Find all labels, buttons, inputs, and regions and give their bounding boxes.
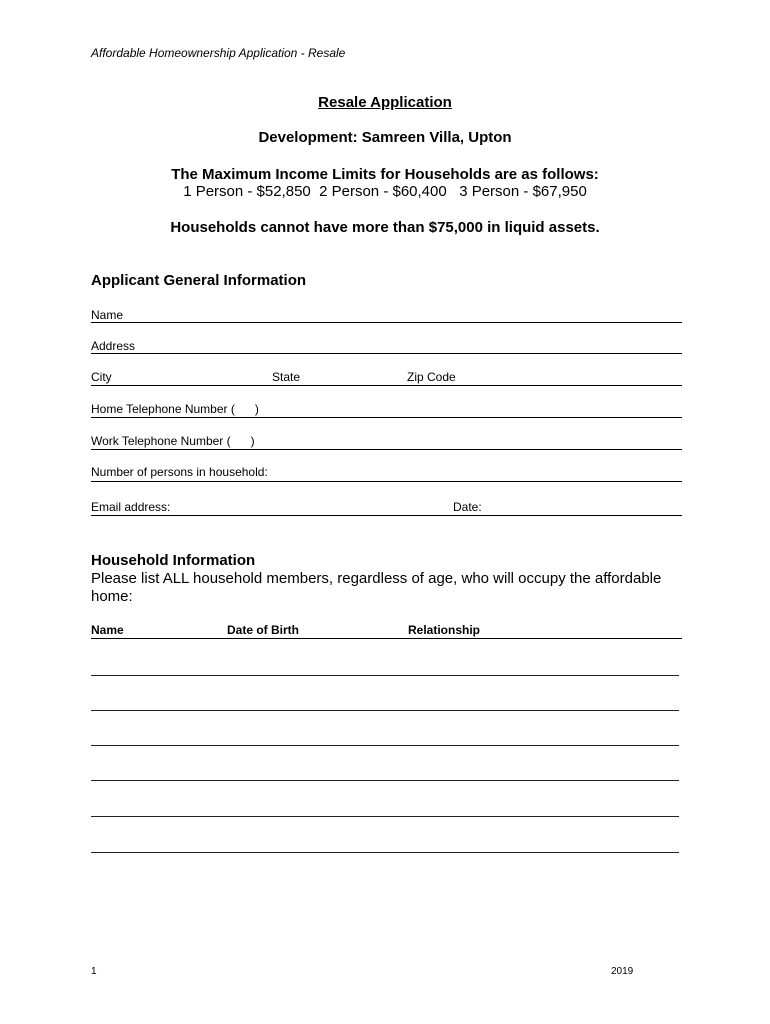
name-label: Name bbox=[91, 308, 124, 322]
household-member-row[interactable] bbox=[91, 745, 679, 746]
household-size-label: Number of persons in household: bbox=[91, 465, 268, 479]
household-member-row[interactable] bbox=[91, 675, 679, 676]
home-phone-label: Home Telephone Number ( ) bbox=[91, 402, 259, 416]
applicant-section-heading: Applicant General Information bbox=[91, 272, 307, 289]
liquid-assets-note: Households cannot have more than $75,000 in liquid assets. bbox=[170, 219, 600, 236]
household-member-row[interactable] bbox=[91, 710, 679, 711]
household-section-heading: Household Information bbox=[91, 552, 256, 569]
work-phone-label: Work Telephone Number ( ) bbox=[91, 434, 255, 448]
income-limits-line: 1 Person - $52,850 2 Person - $60,400 3 Person - $67,950 bbox=[183, 183, 587, 200]
household-member-row[interactable] bbox=[91, 816, 679, 817]
home-phone-field[interactable] bbox=[91, 417, 682, 418]
income-limits-heading: The Maximum Income Limits for Households are as follows: bbox=[171, 166, 599, 183]
city-state-zip-field[interactable] bbox=[91, 385, 682, 386]
household-member-row[interactable] bbox=[91, 852, 679, 853]
household-instructions: Please list ALL household members, regardless of age, who will occupy the affordable home: bbox=[91, 570, 662, 605]
page-number: 1 bbox=[91, 966, 97, 977]
name-field[interactable] bbox=[91, 322, 682, 323]
email-label: Email address: bbox=[91, 500, 171, 514]
state-label: State bbox=[272, 370, 301, 384]
work-phone-field[interactable] bbox=[91, 449, 682, 450]
email-date-field[interactable] bbox=[91, 515, 682, 516]
date-label: Date: bbox=[453, 500, 482, 514]
table-header-rule bbox=[91, 638, 682, 639]
zip-code-label: Zip Code bbox=[407, 370, 456, 384]
development-name: Development: Samreen Villa, Upton bbox=[258, 129, 512, 146]
address-field[interactable] bbox=[91, 353, 682, 354]
city-label: City bbox=[91, 370, 112, 384]
footer-year: 2019 bbox=[611, 966, 634, 977]
address-label: Address bbox=[91, 339, 136, 353]
column-header-name: Name bbox=[91, 623, 124, 637]
page-title: Resale Application bbox=[318, 94, 452, 111]
column-header-date-of-birth: Date of Birth bbox=[227, 623, 299, 637]
column-header-relationship: Relationship bbox=[408, 623, 481, 637]
running-header: Affordable Homeownership Application - Resale bbox=[91, 46, 346, 60]
household-size-field[interactable] bbox=[91, 481, 682, 482]
household-member-row[interactable] bbox=[91, 780, 679, 781]
